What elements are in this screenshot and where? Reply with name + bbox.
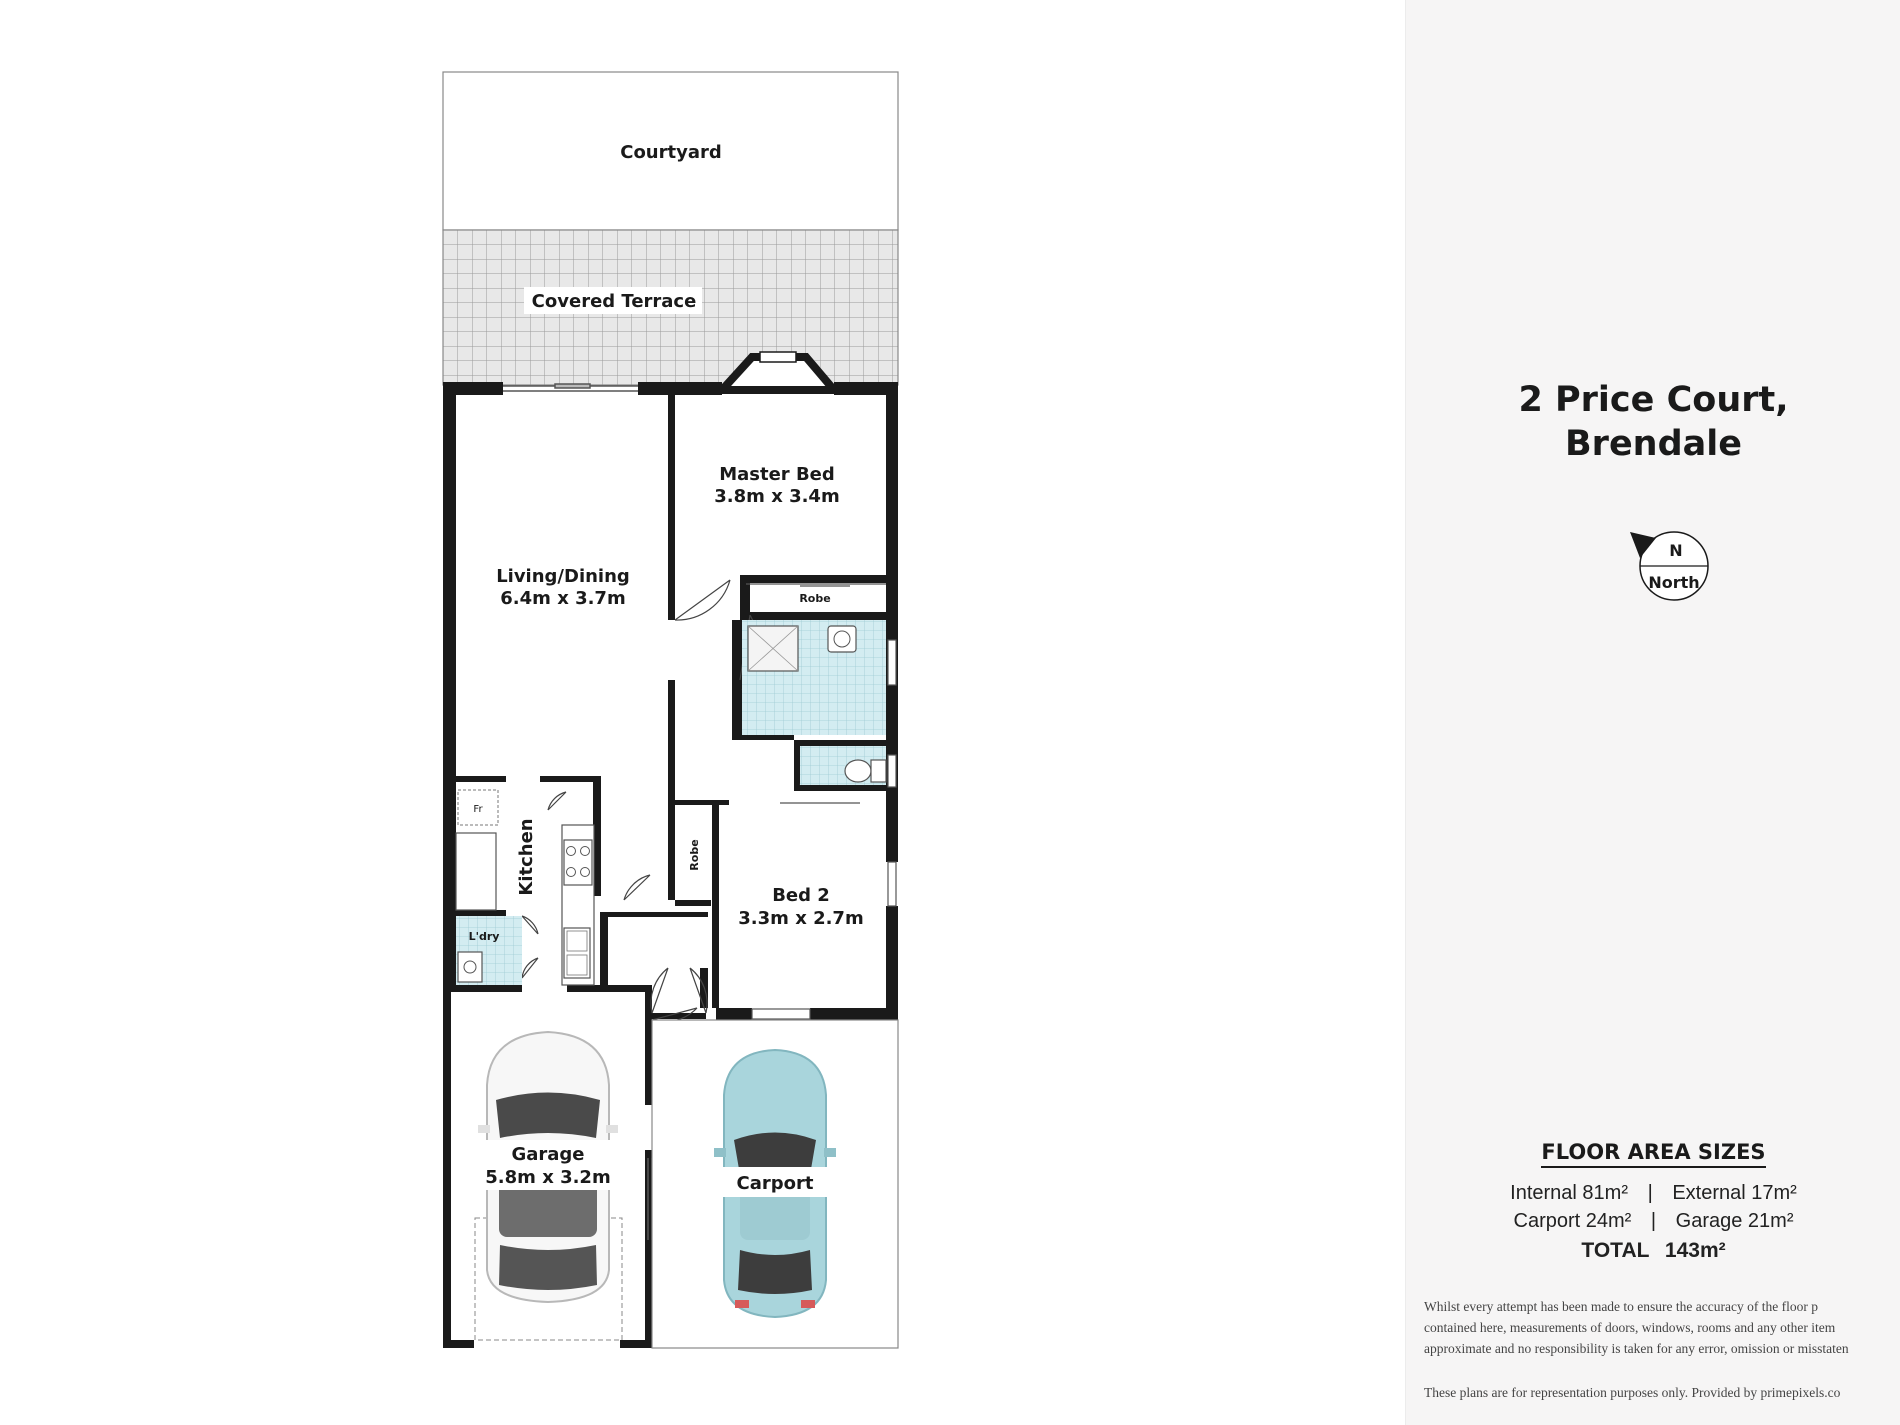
robe-bed2-label: Robe (688, 839, 701, 871)
north-arrow-icon (1626, 528, 1716, 608)
kitchen-label: Kitchen (516, 818, 537, 896)
address-line-1: 2 Price Court, (1518, 380, 1789, 420)
area-separator: | (1647, 1182, 1653, 1204)
floor-area-title: FLOOR AREA SIZES (1541, 1140, 1765, 1168)
kitchen-sink (564, 928, 590, 978)
compass-letter: N (1669, 541, 1683, 560)
garage-size: 5.8m x 3.2m (485, 1167, 611, 1188)
disclaimer-line-3: approximate and no responsibility is taken for any error, omission or misstaten (1424, 1341, 1849, 1356)
courtyard-label: Courtyard (620, 142, 722, 163)
compass-label: North (1648, 573, 1700, 592)
floor-area-heading (1406, 1140, 1900, 1164)
area-row-carport-garage (1406, 1210, 1900, 1233)
toilet (845, 760, 871, 782)
info-sidebar (1405, 0, 1900, 1425)
area-separator: | (1650, 1210, 1657, 1232)
disclaimer-line-1: Whilst every attempt has been made to ensure the accuracy of the floor p (1424, 1299, 1818, 1314)
cooktop (564, 840, 592, 885)
living-dining-label: Living/Dining (496, 566, 630, 587)
external-area: External 17m² (1672, 1182, 1797, 1204)
garage-label: Garage (511, 1144, 585, 1165)
master-bed-size: 3.8m x 3.4m (714, 486, 840, 507)
area-row-internal-external (1406, 1182, 1900, 1205)
internal-area: Internal 81m² (1510, 1182, 1628, 1204)
carport-area-size: Carport 24m² (1513, 1210, 1632, 1232)
garage-area-size: Garage 21m² (1675, 1210, 1794, 1232)
bed2-size: 3.3m x 2.7m (738, 908, 864, 929)
laundry-tub (458, 952, 482, 982)
carport-label: Carport (736, 1173, 814, 1194)
kitchen-bench-left (456, 833, 496, 910)
fridge-label: Fr (473, 804, 483, 815)
robe-master-label: Robe (799, 592, 831, 605)
total-value: 143m² (1664, 1239, 1726, 1262)
area-row-total (1406, 1239, 1900, 1263)
laundry-label: L'dry (468, 930, 500, 943)
disclaimer-line-2: contained here, measurements of doors, windows, rooms and any other item (1424, 1320, 1836, 1335)
master-bed-label: Master Bed (719, 464, 835, 485)
address-line-2: Brendale (1565, 424, 1742, 464)
covered-terrace-label: Covered Terrace (531, 291, 697, 312)
disclaimer-line-4: These plans are for representation purposes only. Provided by primepixels.co (1424, 1385, 1841, 1400)
total-label: TOTAL (1581, 1239, 1650, 1262)
ensuite-basin (828, 626, 856, 652)
living-dining-size: 6.4m x 3.7m (500, 588, 626, 609)
bed2-label: Bed 2 (772, 885, 830, 906)
